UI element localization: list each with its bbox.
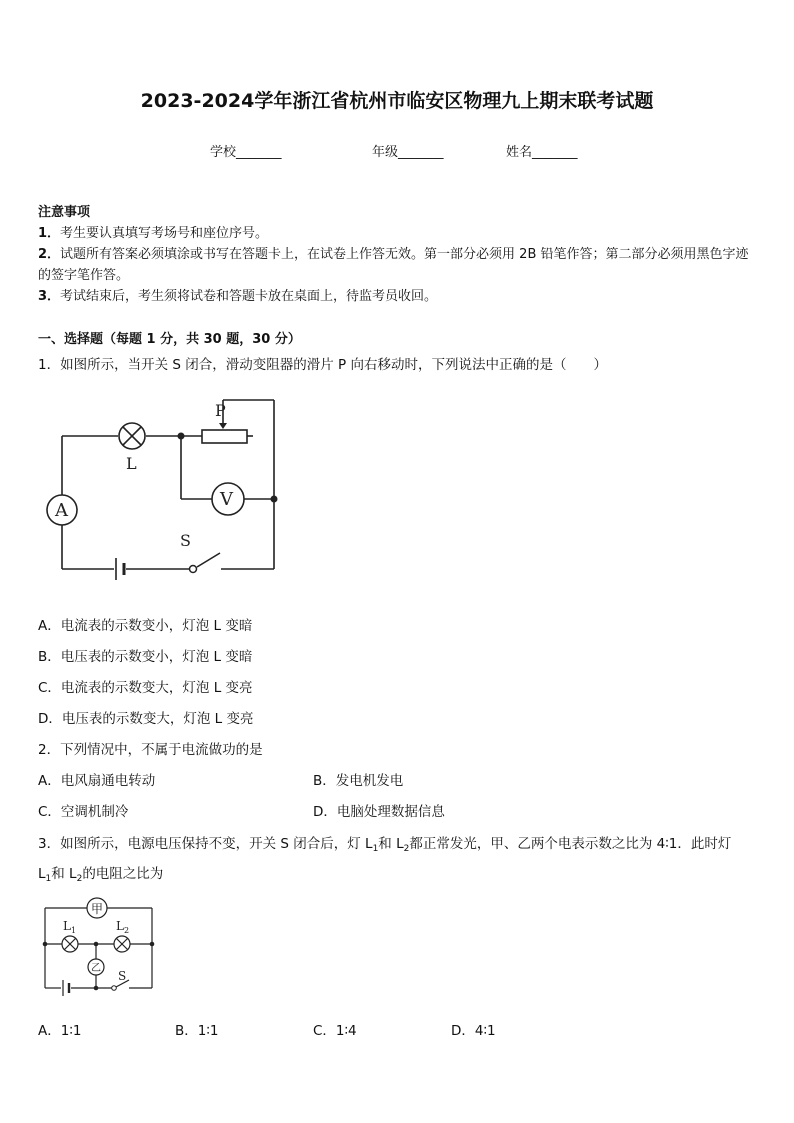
question-2-stem: 2．下列情况中，不属于电流做功的是 xyxy=(38,742,263,758)
question-3-stem-line-1 xyxy=(38,832,731,854)
notice-heading: 注意事项 xyxy=(38,205,91,220)
junction-dot xyxy=(94,942,99,947)
name-field: 姓名_______ xyxy=(506,145,578,160)
question-2-option-a: A．电风扇通电转动 xyxy=(38,773,156,789)
grade-field: 年级_______ xyxy=(372,145,444,160)
label-L1 xyxy=(63,919,76,935)
question-2-option-b: B．发电机发电 xyxy=(313,773,404,789)
question-3-option-c: C．1∶4 xyxy=(313,1023,357,1039)
question-1-stem: 1．如图所示，当开关 S 闭合，滑动变阻器的滑片 P 向右移动时，下列说法中正确的是（ ） xyxy=(38,357,607,373)
page-title: 2023-2024学年浙江省杭州市临安区物理九上期末联考试题 xyxy=(140,90,654,112)
lamp-L1-icon xyxy=(62,936,78,952)
question-3-option-a: A．1∶1 xyxy=(38,1023,82,1039)
label-S: S xyxy=(180,531,191,550)
label-L2-letter: L xyxy=(116,919,124,933)
lamp-L2-icon xyxy=(114,936,130,952)
label-L: L xyxy=(126,454,137,473)
notice-item-1 xyxy=(38,223,760,244)
question-1-option-a: A．电流表的示数变小，灯泡 L 变暗 xyxy=(38,618,253,634)
subscript-2: 2 xyxy=(76,874,83,884)
rheostat-body xyxy=(202,430,247,443)
label-L2 xyxy=(116,919,129,935)
stem-text: L xyxy=(38,866,46,882)
switch-pivot xyxy=(190,566,197,573)
subscript-1: 1 xyxy=(372,844,379,854)
switch-pivot xyxy=(112,986,117,991)
junction-dot xyxy=(43,942,48,947)
question-3-option-b: B．1∶1 xyxy=(175,1023,219,1039)
junction-dot xyxy=(150,942,155,947)
label-V: V xyxy=(220,489,233,510)
slider-arrow xyxy=(219,423,227,429)
notice-item-1-number: 1． xyxy=(38,226,61,241)
circuit-diagram-1 xyxy=(40,392,290,587)
circuit-diagram-2 xyxy=(38,895,163,1003)
junction-dot xyxy=(178,433,185,440)
question-2-option-c: C．空调机制冷 xyxy=(38,804,129,820)
notice-item-1-text: 考生要认真填写考场号和座位序号。 xyxy=(60,226,269,241)
notice-item-3-text: 考试结束后，考生须将试卷和答题卡放在桌面上，待监考员收回。 xyxy=(60,289,438,304)
stem-text: 和 L xyxy=(378,836,404,852)
label-S: S xyxy=(118,969,127,983)
label-yi: 乙 xyxy=(91,963,101,974)
notice-item-3-number: 3． xyxy=(38,289,61,304)
stem-text: 3．如图所示，电源电压保持不变，开关 S 闭合后，灯 L xyxy=(38,836,373,852)
junction-dot xyxy=(94,986,99,991)
stem-text: 和 L xyxy=(51,866,77,882)
label-P: P xyxy=(215,401,226,420)
question-1-option-d: D．电压表的示数变大，灯泡 L 变亮 xyxy=(38,711,254,727)
notice-item-2 xyxy=(38,244,760,286)
lamp-L-icon xyxy=(119,423,145,449)
question-1-option-c: C．电流表的示数变大，灯泡 L 变亮 xyxy=(38,680,253,696)
stem-text: 的电阻之比为 xyxy=(82,866,164,882)
section-heading: 一、选择题（每题 1 分，共 30 题，30 分） xyxy=(38,332,301,347)
question-1-option-b: B．电压表的示数变小，灯泡 L 变暗 xyxy=(38,649,253,665)
junction-dot xyxy=(271,496,278,503)
label-L1-letter: L xyxy=(63,919,71,933)
notice-item-3 xyxy=(38,286,760,307)
school-field: 学校_______ xyxy=(210,145,282,160)
question-2-option-d: D．电脑处理数据信息 xyxy=(313,804,445,820)
subscript-1: 1 xyxy=(45,874,52,884)
label-L2-subscript: 2 xyxy=(123,926,130,935)
question-3-stem-line-2 xyxy=(38,862,163,884)
label-L1-subscript: 1 xyxy=(70,926,77,935)
label-A: A xyxy=(55,500,68,521)
stem-text: 都正常发光，甲、乙两个电表示数之比为 4∶1．此时灯 xyxy=(409,836,732,852)
subscript-2: 2 xyxy=(403,844,410,854)
notice-item-2-number: 2． xyxy=(38,247,61,262)
notice-item-2-text: 试题所有答案必须填涂或书写在答题卡上，在试卷上作答无效。第一部分必须用 2B 铅笔作答；第二部分必须用黑色字迹的签字笔作答。 xyxy=(38,247,749,283)
label-jia: 甲 xyxy=(91,902,104,916)
question-3-option-d: D．4∶1 xyxy=(451,1023,496,1039)
